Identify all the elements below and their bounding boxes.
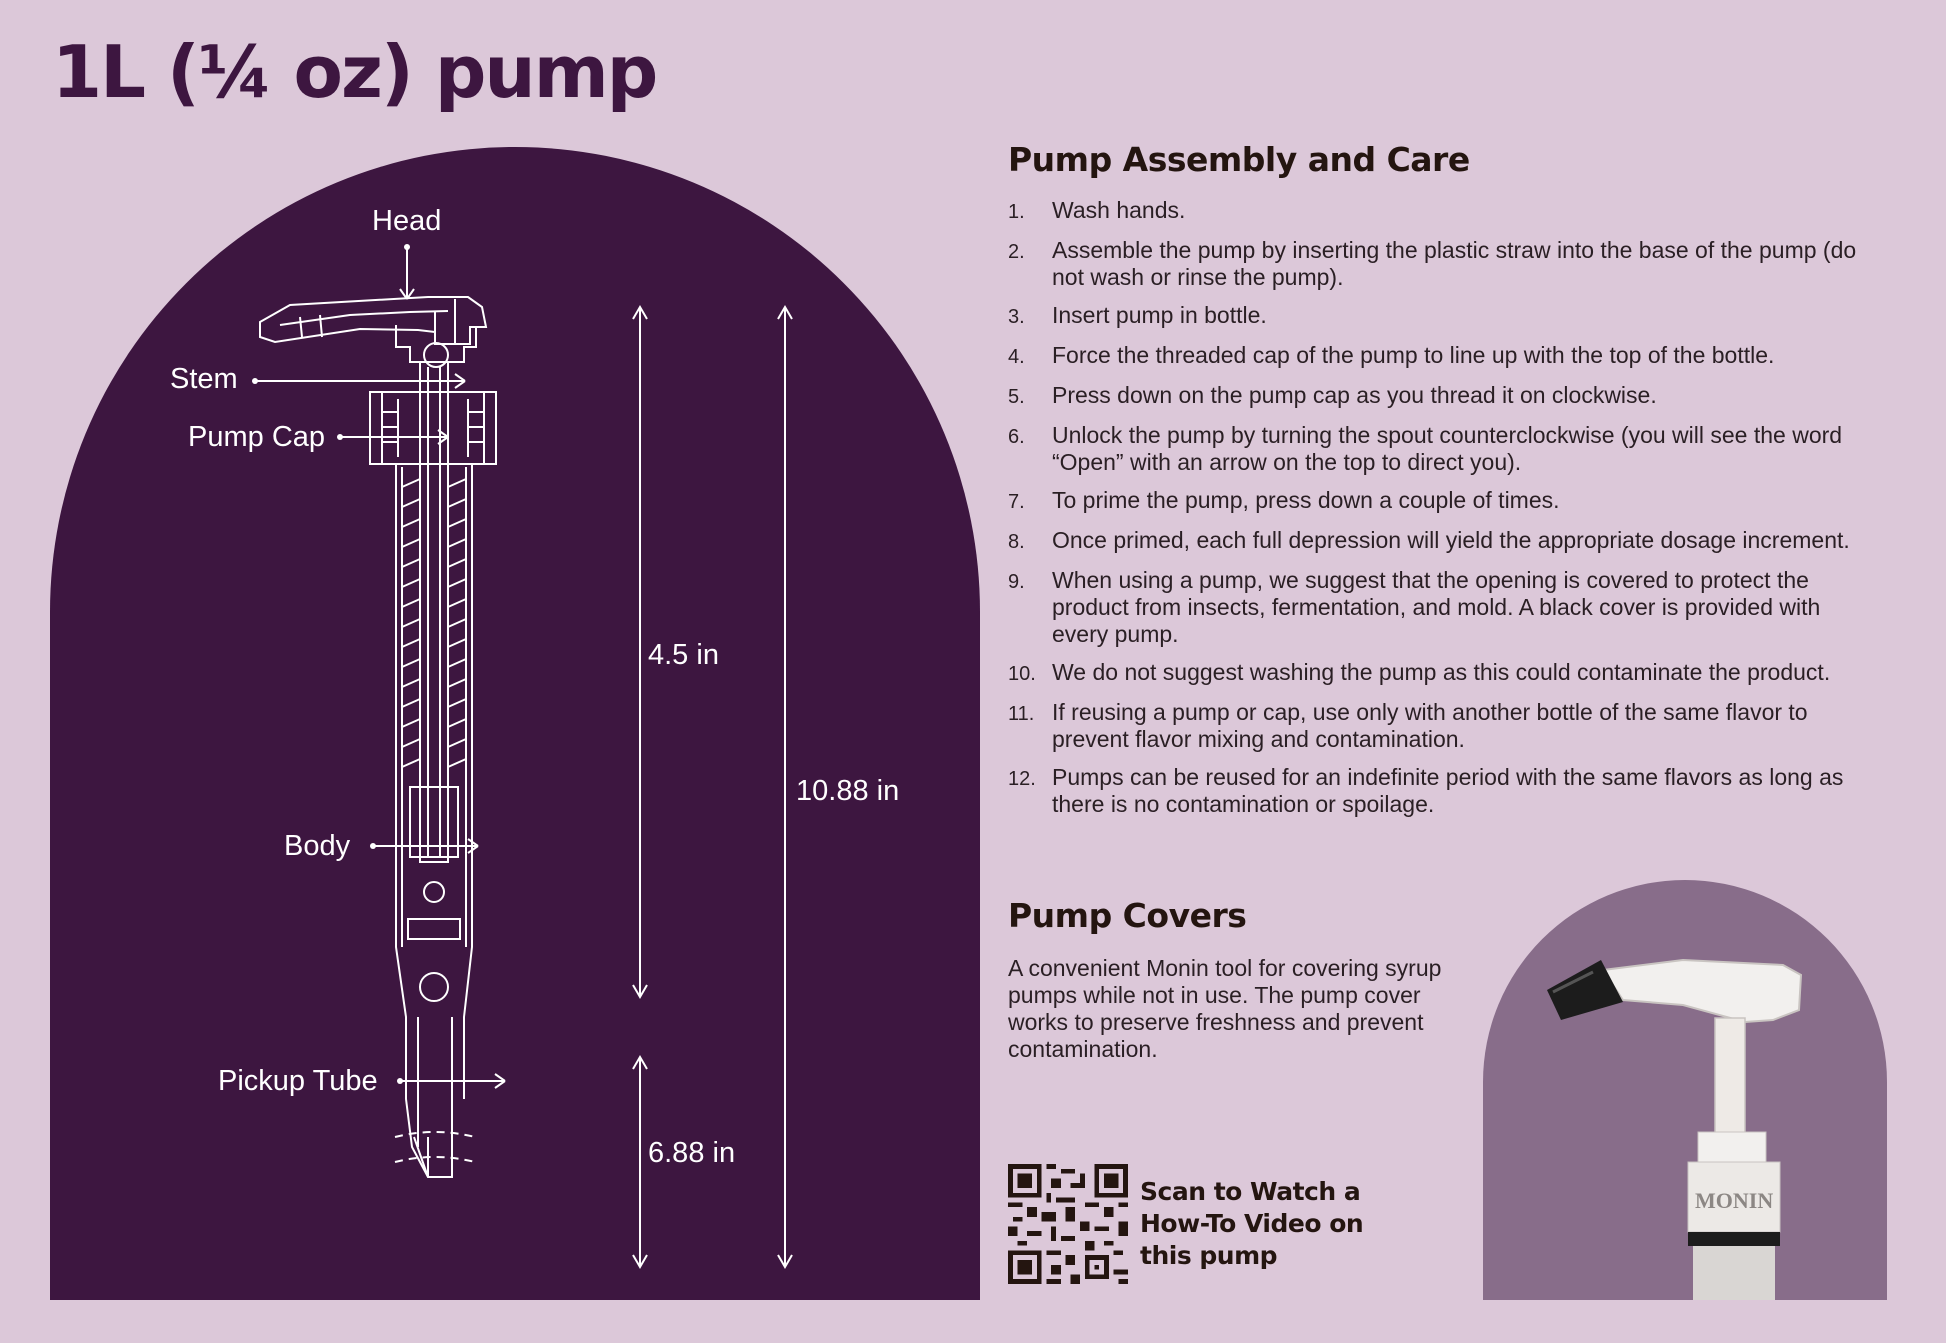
- pump-cap-label: Pump Cap: [188, 421, 326, 453]
- page-title: 1L (¼ oz) pump: [52, 30, 657, 114]
- step-number: 3.: [1008, 306, 1025, 328]
- pickup-tube-label: Pickup Tube: [218, 1065, 378, 1097]
- body-label: Body: [284, 830, 351, 862]
- assembly-step: [1008, 302, 1868, 331]
- step-number: 12.: [1008, 768, 1036, 790]
- step-number: 2.: [1008, 241, 1025, 263]
- step-number: 4.: [1008, 346, 1025, 368]
- assembly-step: [1008, 527, 1868, 556]
- step-text: Press down on the pump cap as you thread it on clockwise.: [1052, 382, 1657, 408]
- step-text: Assemble the pump by inserting the plastic straw into the base of the pump (do not wash or rinse the pump).: [1052, 237, 1857, 290]
- step-text: Force the threaded cap of the pump to line up with the top of the bottle.: [1052, 342, 1775, 368]
- assembly-step: [1008, 382, 1868, 411]
- assembly-heading: Pump Assembly and Care: [1008, 140, 1470, 179]
- covers-text: A convenient Monin tool for covering syrup pumps while not in use. The pump cover works to preserve freshness and prevent contamination.: [1008, 955, 1442, 1062]
- step-number: 1.: [1008, 201, 1025, 223]
- step-text: If reusing a pump or cap, use only with another bottle of the same flavor to prevent flavor mixing and contamination.: [1052, 699, 1808, 752]
- qr-code[interactable]: [1008, 1164, 1128, 1284]
- assembly-step: [1008, 197, 1868, 226]
- step-text: Wash hands.: [1052, 197, 1186, 223]
- step-text: When using a pump, we suggest that the opening is covered to protect the product from insects, fermentation, and mold. A black cover is provided with every pump.: [1052, 567, 1821, 647]
- stem-label: Stem: [170, 363, 238, 395]
- pump-diagram: [50, 147, 980, 1300]
- assembly-step: [1008, 764, 1868, 818]
- measurement-upper: 4.5 in: [648, 639, 719, 671]
- assembly-step: [1008, 422, 1868, 476]
- step-text: Once primed, each full depression will yield the appropriate dosage increment.: [1052, 527, 1850, 553]
- pump-illustration: [1483, 880, 1887, 1300]
- monin-brand: MONIN: [1695, 1188, 1774, 1213]
- pump-photo: [1483, 880, 1887, 1300]
- step-number: 8.: [1008, 531, 1025, 553]
- step-text: To prime the pump, press down a couple of times.: [1052, 487, 1560, 513]
- step-text: Insert pump in bottle.: [1052, 302, 1267, 328]
- assembly-steps: [1008, 197, 1868, 818]
- step-number: 11.: [1008, 703, 1035, 725]
- assembly-step: [1008, 659, 1868, 688]
- assembly-step: [1008, 342, 1868, 371]
- step-number: 5.: [1008, 386, 1025, 408]
- assembly-step: [1008, 487, 1868, 516]
- assembly-step: [1008, 237, 1868, 291]
- step-number: 6.: [1008, 426, 1025, 448]
- step-text: Pumps can be reused for an indefinite period with the same flavors as long as there is no contamination or spoilage.: [1052, 764, 1844, 817]
- step-number: 9.: [1008, 571, 1025, 593]
- assembly-section: [1008, 140, 1868, 829]
- step-text: We do not suggest washing the pump as this could contaminate the product.: [1052, 659, 1831, 685]
- step-number: 10.: [1008, 663, 1036, 685]
- head-label: Head: [372, 205, 442, 237]
- qr-caption: Scan to Watch a How-To Video on this pump: [1140, 1177, 1364, 1270]
- covers-heading: Pump Covers: [1008, 896, 1247, 935]
- measurement-total: 10.88 in: [796, 775, 900, 807]
- assembly-step: [1008, 567, 1868, 648]
- measurement-lower: 6.88 in: [648, 1137, 736, 1169]
- assembly-step: [1008, 699, 1868, 753]
- step-number: 7.: [1008, 491, 1025, 513]
- step-text: Unlock the pump by turning the spout counterclockwise (you will see the word “Open” with an arrow on the top to direct you).: [1052, 422, 1843, 475]
- diagram-panel: [50, 147, 980, 1300]
